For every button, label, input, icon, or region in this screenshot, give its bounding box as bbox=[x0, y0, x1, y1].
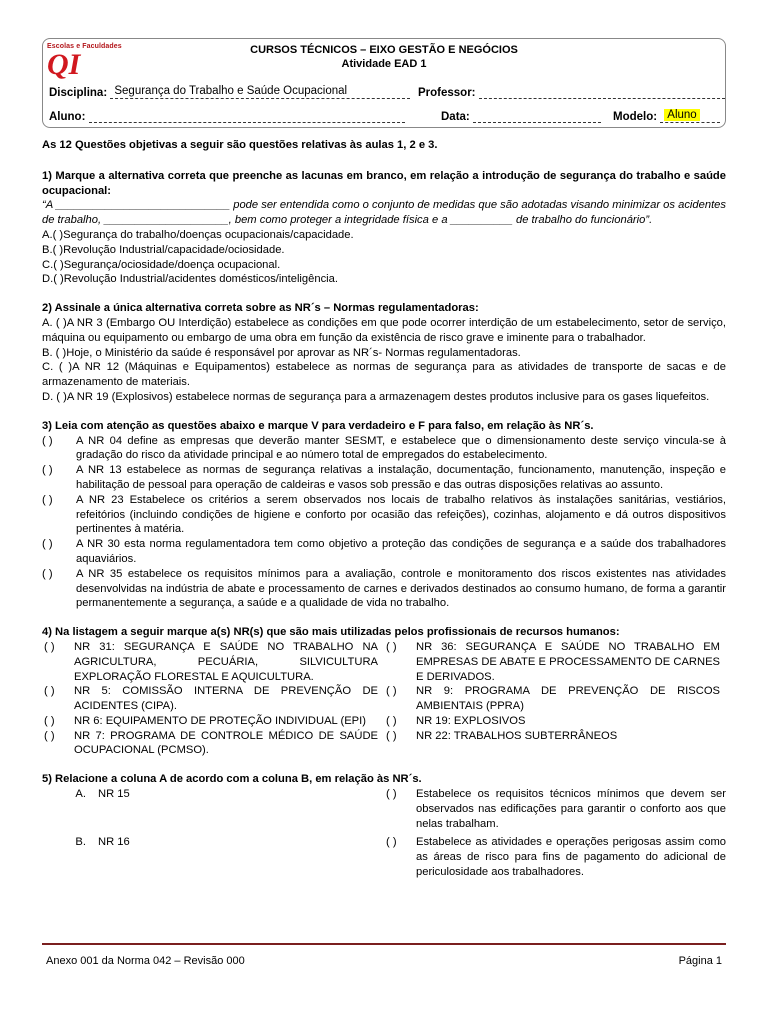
disciplina-field[interactable] bbox=[110, 85, 410, 99]
q3-item[interactable] bbox=[42, 434, 726, 464]
professor-field[interactable] bbox=[479, 85, 725, 99]
q2-option-a[interactable]: A. ( )A NR 3 (Embargo OU Interdição) estabelece as condições em que pode ocorrer interdição de um estabelecimento, setor de serviço, máquina ou equipamento ou embargo de uma obra em função da existência de risco grave e iminente para o trabalhador. bbox=[42, 316, 726, 344]
q3-item-text: A NR 13 estabelece as normas de segurança relativas a instalação, documentação, funcionamento, manutenção, inspeção e habilitação de pessoal para operação de caldeiras e vasos sob pressão e das outras disposições relativas ao assunto. bbox=[76, 464, 726, 491]
question-3-title: 3) Leia com atenção as questões abaixo e marque V para verdadeiro e F para falso, em relação às NR´s. bbox=[42, 419, 594, 432]
q2-option-d[interactable]: D. ( )A NR 19 (Explosivos) estabelece normas de segurança para a armazenagem destes produtos inclusive para os gases liquefeitos. bbox=[42, 390, 710, 403]
nr-checkbox[interactable]: ( ) bbox=[44, 714, 55, 727]
logo-mark: QI bbox=[47, 48, 81, 81]
header-box bbox=[42, 38, 726, 128]
nr-checkbox[interactable]: ( ) bbox=[44, 640, 55, 653]
q4-item[interactable] bbox=[384, 729, 726, 744]
modelo-label: Modelo: bbox=[613, 111, 658, 123]
question-1-quote: “A ____________________________ pode ser entendida como o conjunto de medidas que são adotadas visando minimizar os acidentes de trabalho, ____________________, bem como proteger a integridade física e a __________ de trabalho do funcionário”. bbox=[42, 199, 726, 227]
q4-item[interactable] bbox=[384, 714, 726, 729]
q3-item[interactable] bbox=[42, 567, 726, 611]
q5-description: Estabelece as atividades e operações perigosas assim como as áreas de risco para fins de pagamento do adicional de periculosidade aos trabalhadores. bbox=[416, 836, 726, 879]
q4-item[interactable] bbox=[42, 640, 384, 684]
disciplina-row bbox=[49, 85, 410, 99]
vf-checkbox[interactable]: ( ) bbox=[42, 464, 53, 477]
question-1 bbox=[42, 169, 726, 287]
questions-content bbox=[42, 138, 726, 894]
footer-divider bbox=[42, 943, 726, 945]
q1-option-d[interactable]: D.( )Revolução Industrial/acidentes domésticos/inteligência. bbox=[42, 273, 338, 286]
match-input[interactable]: ( ) bbox=[386, 788, 397, 801]
question-1-title: 1) Marque a alternativa correta que preenche as lacunas em branco, em relação a introdução de segurança do trabalho e saúde ocupacional: bbox=[42, 169, 726, 197]
q4-item-text: NR 5: COMISSÃO INTERNA DE PREVENÇÃO DE ACIDENTES (CIPA). bbox=[74, 685, 378, 713]
q4-item-text: NR 31: SEGURANÇA E SAÚDE NO TRABALHO NA AGRICULTURA, PECUÁRIA, SILVICULTURA EXPLORAÇÃO FLORESTAL E AQUICULTURA. bbox=[74, 640, 378, 683]
q3-item-text: A NR 30 esta norma regulamentadora tem como objetivo a proteção das condições de segurança e a saúde dos trabalhadores aquaviários. bbox=[76, 538, 726, 565]
question-4-title: 4) Na listagem a seguir marque a(s) NR(s) que são mais utilizadas pelos profissionais de recursos humanos: bbox=[42, 626, 620, 639]
data-row bbox=[441, 109, 601, 123]
q1-option-a[interactable]: A.( )Segurança do trabalho/doenças ocupacionais/capacidade. bbox=[42, 228, 354, 241]
question-2 bbox=[42, 301, 726, 405]
q5-row bbox=[42, 787, 726, 831]
activity-title: Atividade EAD 1 bbox=[341, 58, 427, 70]
footer-page-number: Página 1 bbox=[678, 955, 722, 967]
q1-option-b[interactable]: B.( )Revolução Industrial/capacidade/ociosidade. bbox=[42, 243, 285, 256]
document-page bbox=[42, 38, 726, 128]
nr-checkbox[interactable]: ( ) bbox=[386, 714, 397, 727]
q4-item-text: NR 9: PROGRAMA DE PREVENÇÃO DE RISCOS AMBIENTAIS (PPRA) bbox=[416, 685, 720, 713]
q4-left-column bbox=[42, 640, 384, 758]
q3-item[interactable] bbox=[42, 463, 726, 493]
aluno-field[interactable] bbox=[89, 109, 405, 123]
question-5 bbox=[42, 772, 726, 880]
q2-option-b[interactable]: B. ( )Hoje, o Ministério da saúde é responsável por aprovar as NR´s- Normas regulamentadoras. bbox=[42, 346, 521, 359]
q2-option-c[interactable]: C. ( )A NR 12 (Máquinas e Equipamentos) estabelece as normas de segurança para as atividades de transporte de sacas e de armazenamento de materiais. bbox=[42, 361, 726, 389]
nr-checkbox[interactable]: ( ) bbox=[44, 729, 55, 742]
q4-item-text: NR 22: TRABALHOS SUBTERRÂNEOS bbox=[416, 729, 618, 742]
data-label: Data: bbox=[441, 111, 470, 123]
match-input[interactable]: ( ) bbox=[386, 836, 397, 849]
modelo-value: Aluno bbox=[664, 109, 699, 121]
q3-item-text: A NR 04 define as empresas que deverão manter SESMT, e estabelece que o dimensionamento deste serviço vincula-se à gradação do risco da atividade principal e ao número total de empregados do estabelecimento. bbox=[76, 434, 726, 462]
question-2-title: 2) Assinale a única alternativa correta sobre as NR´s – Normas regulamentadoras: bbox=[42, 302, 479, 315]
intro-text: As 12 Questões objetivas a seguir são questões relativas às aulas 1, 2 e 3. bbox=[42, 139, 438, 151]
q4-item[interactable] bbox=[42, 729, 384, 759]
aluno-label: Aluno: bbox=[49, 111, 86, 123]
vf-checkbox[interactable]: ( ) bbox=[42, 567, 53, 580]
q4-item-text: NR 7: PROGRAMA DE CONTROLE MÉDICO DE SAÚDE OCUPACIONAL (PCMSO). bbox=[74, 729, 378, 757]
q5-nr-label: NR 15 bbox=[98, 788, 130, 801]
q5-column-b bbox=[384, 787, 726, 831]
q3-item-text: A NR 23 Estabelece os critérios a serem observados nos locais de trabalho relativos às instalações sanitárias, vestiários, refeitórios (incluindo condições de higiene e conforto por ocasião das refeições), cozinhas, alojamento e dá outros dispositivos pertinentes à matéria. bbox=[76, 493, 726, 536]
q5-row bbox=[42, 835, 726, 879]
disciplina-label: Disciplina: bbox=[49, 87, 108, 99]
disciplina-value: Segurança do Trabalho e Saúde Ocupacional bbox=[114, 85, 348, 97]
aluno-row bbox=[49, 109, 405, 123]
q5-column-b bbox=[384, 835, 726, 879]
data-field[interactable] bbox=[473, 109, 601, 123]
q4-item-text: NR 36: SEGURANÇA E SAÚDE NO TRABALHO EM EMPRESAS DE ABATE E PROCESSAMENTO DE CARNES E DERIVADOS. bbox=[416, 640, 720, 683]
q4-right-column bbox=[384, 640, 726, 758]
nr-checkbox[interactable]: ( ) bbox=[386, 729, 397, 742]
q4-item[interactable] bbox=[384, 640, 726, 684]
q4-item[interactable] bbox=[42, 684, 384, 714]
q4-item[interactable] bbox=[42, 714, 384, 729]
question-3 bbox=[42, 419, 726, 611]
question-5-title: 5) Relacione a coluna A de acordo com a coluna B, em relação às NR´s. bbox=[42, 773, 422, 786]
nr-checkbox[interactable]: ( ) bbox=[386, 685, 397, 698]
q5-letter: B. bbox=[75, 836, 86, 849]
professor-label: Professor: bbox=[418, 87, 476, 99]
q1-option-c[interactable]: C.( )Segurança/ociosidade/doença ocupacional. bbox=[42, 258, 281, 271]
vf-checkbox[interactable]: ( ) bbox=[42, 493, 53, 506]
modelo-row bbox=[613, 109, 720, 123]
q4-item[interactable] bbox=[384, 684, 726, 714]
nr-checkbox[interactable]: ( ) bbox=[386, 640, 397, 653]
question-4 bbox=[42, 625, 726, 758]
q4-columns bbox=[42, 640, 726, 758]
nr-checkbox[interactable]: ( ) bbox=[44, 685, 55, 698]
q3-item[interactable] bbox=[42, 493, 726, 537]
footer-revision: Anexo 001 da Norma 042 – Revisão 000 bbox=[46, 955, 245, 967]
q5-letter: A. bbox=[75, 788, 86, 801]
q4-item-text: NR 19: EXPLOSIVOS bbox=[416, 714, 526, 727]
course-title: CURSOS TÉCNICOS – EIXO GESTÃO E NEGÓCIOS bbox=[250, 44, 518, 56]
vf-checkbox[interactable]: ( ) bbox=[42, 538, 53, 551]
professor-row bbox=[418, 85, 725, 99]
modelo-field[interactable] bbox=[660, 109, 720, 123]
vf-checkbox[interactable]: ( ) bbox=[42, 434, 53, 447]
q5-description: Estabelece os requisitos técnicos mínimos que devem ser observados nas edificações para garantir o conforto aos que nelas trabalham. bbox=[416, 788, 726, 830]
q4-item-text: NR 6: EQUIPAMENTO DE PROTEÇÃO INDIVIDUAL (EPI) bbox=[74, 714, 366, 727]
logo-caption: Escolas e Faculdades bbox=[47, 43, 122, 50]
q5-column-a bbox=[42, 787, 384, 831]
q5-nr-label: NR 16 bbox=[98, 836, 130, 849]
q3-item-text: A NR 35 estabelece os requisitos mínimos para a avaliação, controle e monitoramento dos riscos existentes nas atividades desenvolvidas na indústria de abate e processamento de carnes e derivados destinados ao consumo humano, de forma a garantir permanentemente a segurança, a saúde e a qualidade de vida no trabalho. bbox=[76, 567, 726, 610]
q5-column-a bbox=[42, 835, 384, 879]
q3-item[interactable] bbox=[42, 537, 726, 567]
